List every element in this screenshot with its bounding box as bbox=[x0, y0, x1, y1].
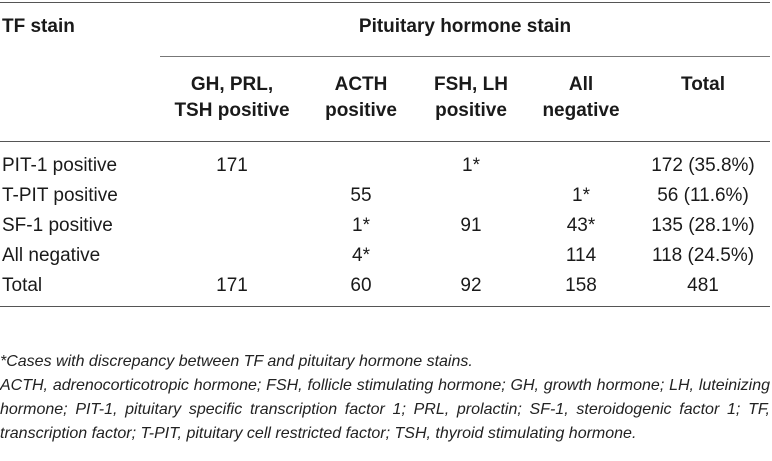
top-rule bbox=[0, 2, 770, 3]
row-label: All negative bbox=[2, 245, 101, 266]
row-header-label: TF stain bbox=[2, 16, 75, 37]
group-header-label: Pituitary hormone stain bbox=[358, 16, 572, 37]
cell-fsh-lh: 1* bbox=[462, 155, 480, 176]
cell-total: 481 bbox=[687, 275, 719, 296]
cell-all-negative: 114 bbox=[565, 245, 597, 266]
group-underline bbox=[160, 56, 770, 57]
table-footnotes bbox=[0, 350, 770, 446]
cell-gh-prl-tsh: 171 bbox=[216, 155, 248, 176]
header-rule bbox=[0, 141, 770, 142]
cell-fsh-lh: 91 bbox=[460, 215, 482, 236]
footnote-abbreviations: ACTH, adrenocorticotropic hormone; FSH, follicle stimulating hormone; GH, growth hormone; LH, luteinizing hormone; PIT-1, pituitary specific transcription factor 1; PRL, prolactin; SF-1, steroidogenic factor 1; TF, transcription factor; T-PIT, pituitary cell restricted factor; TSH, thyroid stimulating hormone. bbox=[0, 377, 770, 442]
col-header-acth: ACTH positive bbox=[325, 74, 397, 121]
cell-acth: 60 bbox=[350, 275, 372, 296]
cell-acth: 1* bbox=[352, 215, 370, 236]
footnote-discrepancy: *Cases with discrepancy between TF and pituitary hormone stains. bbox=[0, 353, 473, 370]
cell-acth: 55 bbox=[350, 185, 372, 206]
row-label: T-PIT positive bbox=[2, 185, 118, 206]
row-label: SF-1 positive bbox=[2, 215, 113, 236]
cell-all-negative: 1* bbox=[572, 185, 590, 206]
cell-all-negative: 158 bbox=[565, 275, 597, 296]
cell-fsh-lh: 92 bbox=[460, 275, 482, 296]
bottom-rule bbox=[0, 306, 770, 307]
cell-total: 118 (24.5%) bbox=[651, 245, 755, 266]
col-header-all-negative: All negative bbox=[542, 74, 620, 121]
cell-all-negative: 43* bbox=[566, 215, 596, 236]
cell-total: 56 (11.6%) bbox=[657, 185, 749, 206]
col-header-gh-prl-tsh: GH, PRL, TSH positive bbox=[174, 74, 290, 121]
col-header-fsh-lh: FSH, LH positive bbox=[434, 74, 508, 121]
col-header-total: Total bbox=[681, 74, 725, 95]
row-label: Total bbox=[2, 275, 43, 296]
cell-gh-prl-tsh: 171 bbox=[216, 275, 248, 296]
cell-total: 135 (28.1%) bbox=[651, 215, 755, 236]
row-label: PIT-1 positive bbox=[2, 155, 118, 176]
cell-acth: 4* bbox=[352, 245, 370, 266]
cell-total: 172 (35.8%) bbox=[651, 155, 755, 176]
